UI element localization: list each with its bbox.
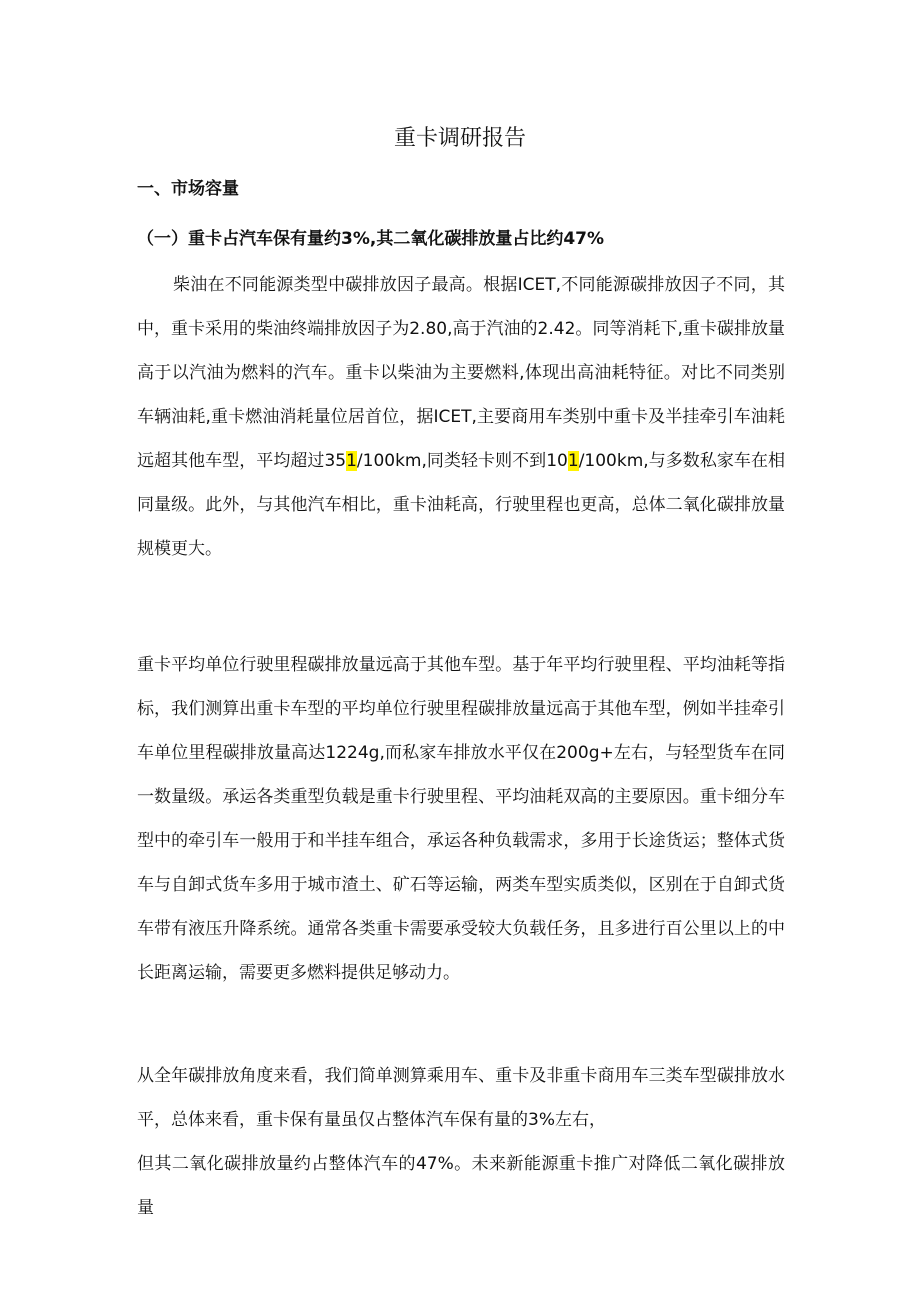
subsection-heading: （一）重卡占汽车保有量约3%,其二氧化碳排放量占比约47% <box>137 229 605 249</box>
report-title: 重卡调研报告 <box>393 126 526 151</box>
paragraph-text: 柴油在不同能源类型中碳排放因子最高。根据ICET,不同能源碳排放因子不同，其中，重卡采用的柴油终端排放因子为2.80,高于汽油的2.42。同等消耗下,重卡碳排放量高于以汽油为燃料的汽车。重卡以柴油为主要燃料,体现出高油耗特征。对比不同类别车辆油耗,重卡燃油消耗量位居首位，据ICET,主要商用车类别中重卡及半挂牵引车油耗远超其他车型，平均超过35 <box>137 275 785 471</box>
paragraph-diesel-emission <box>137 263 785 571</box>
highlighted-text: 1 <box>567 451 579 471</box>
paragraph-text: /100km,同类轻卡则不到10 <box>356 451 568 471</box>
paragraph-text: /100km,与多数私家车在相同量级。此外，与其他汽车相比，重卡油耗高，行驶里程也更高，总体二氧化碳排放量规模更大。 <box>137 451 785 559</box>
paragraph-unit-mileage-emission: 重卡平均单位行驶里程碳排放量远高于其他车型。基于年平均行驶里程、平均油耗等指标，我们测算出重卡车型的平均单位行驶里程碳排放量远高于其他车型，例如半挂牵引车单位里程碳排放量高达1224g,而私家车排放水平仅在200g+左右，与轻型货车在同一数量级。承运各类重型负载是重卡行驶里程、平均油耗双高的主要原因。重卡细分车型中的牵引车一般用于和半挂车组合，承运各种负载需求，多用于长途货运；整体式货车与自卸式货车多用于城市渣土、矿石等运输，两类车型实质类似，区别在于自卸式货车带有液压升降系统。通常各类重卡需要承受较大负载任务，且多进行百公里以上的中长距离运输，需要更多燃料提供足够动力。 <box>137 655 785 983</box>
highlighted-text: 1 <box>346 451 357 471</box>
paragraph-annual-emission: 从全年碳排放角度来看，我们简单测算乘用车、重卡及非重卡商用车三类车型碳排放水平，总体来看，重卡保有量虽仅占整体汽车保有量的3%左右， <box>137 1066 785 1130</box>
paragraph-emission-share: 但其二氧化碳排放量约占整体汽车的47%。未来新能源重卡推广对降低二氧化碳排放量 <box>137 1154 785 1218</box>
section-heading: 一、市场容量 <box>137 179 239 199</box>
